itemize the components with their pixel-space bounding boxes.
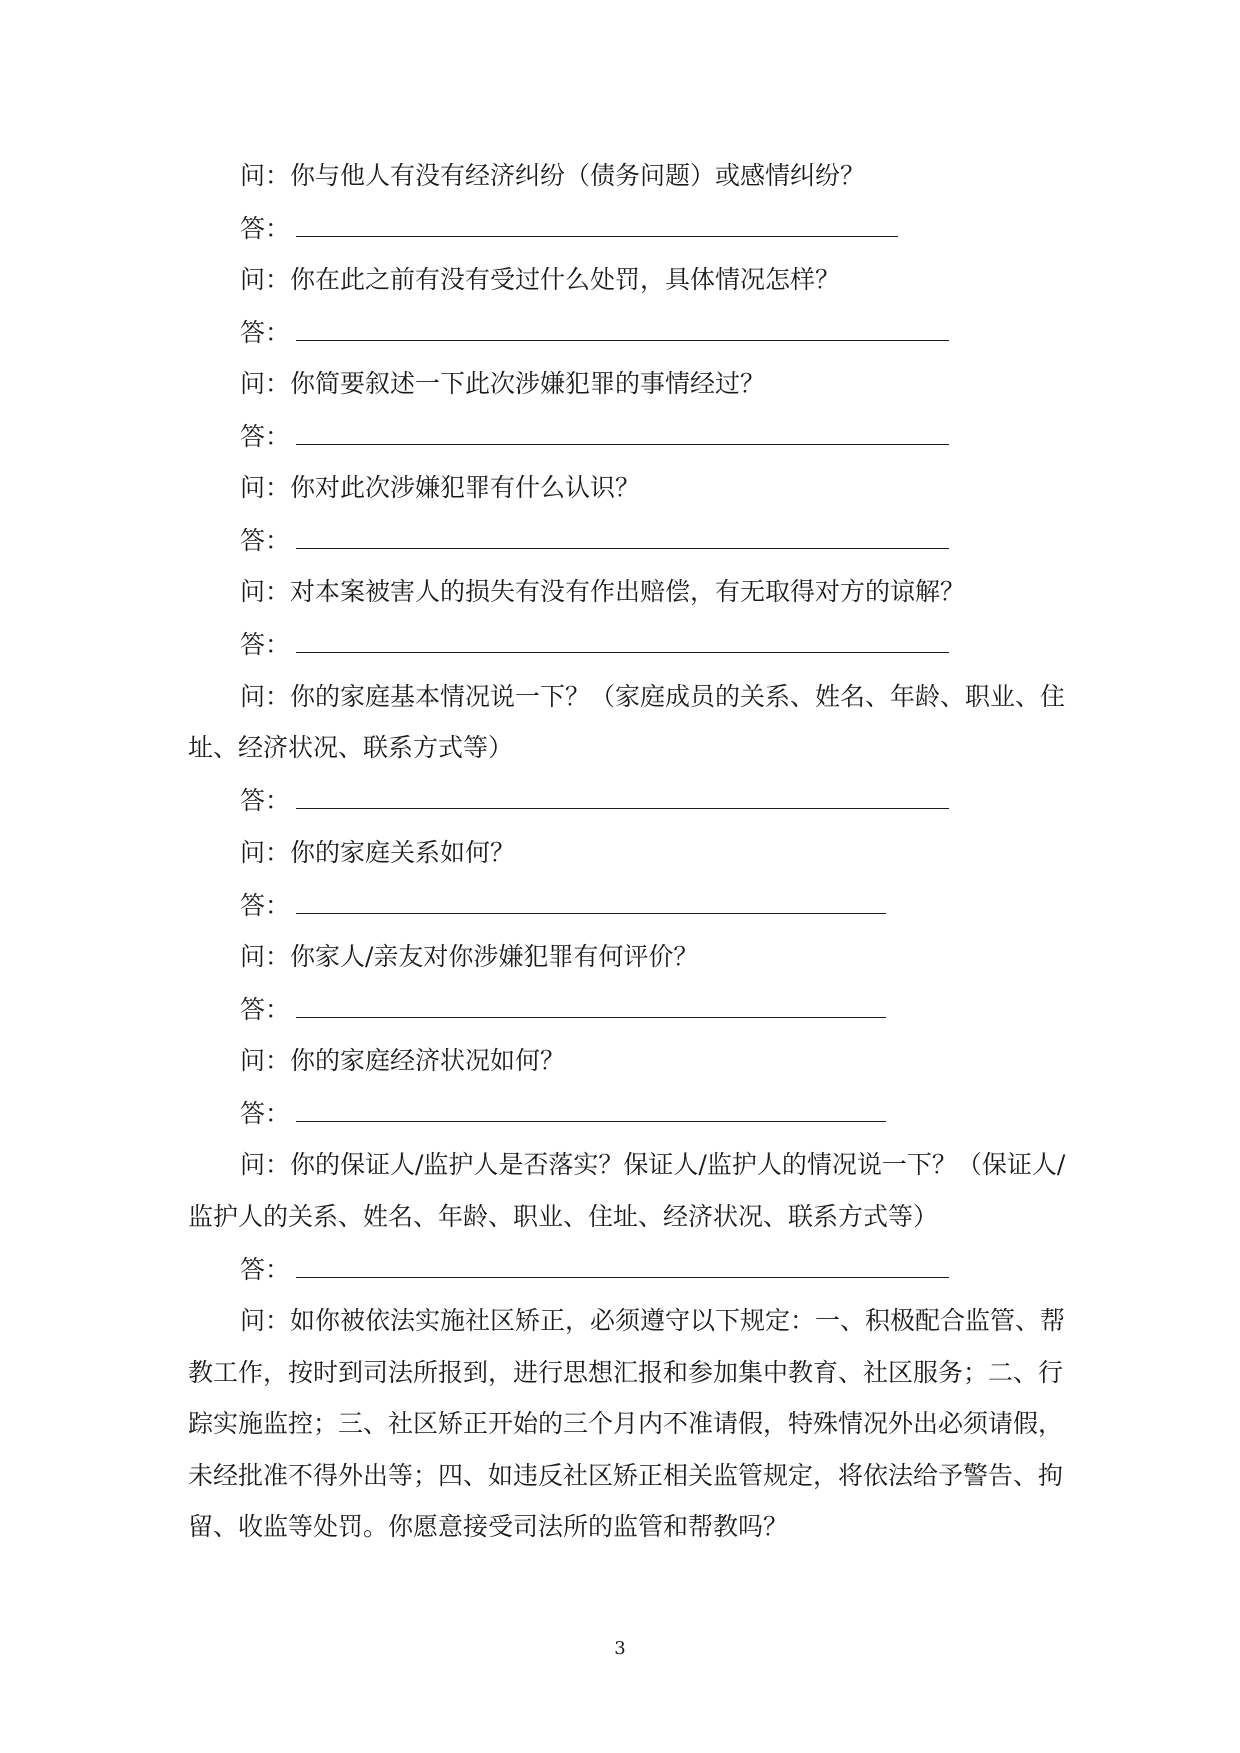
answer-row bbox=[240, 775, 949, 827]
question-line: 教工作，按时到司法所报到，进行思想汇报和参加集中教育、社区服务；二、行 bbox=[188, 1358, 1064, 1387]
answer-row bbox=[240, 1244, 949, 1296]
answer-blank-line[interactable] bbox=[296, 524, 949, 549]
answer-label: 答： bbox=[240, 786, 291, 815]
answer-label: 答： bbox=[240, 891, 291, 920]
question-line: 问：你与他人有没有经济纠纷（债务问题）或感情纠纷？ bbox=[240, 161, 866, 190]
answer-row bbox=[240, 880, 886, 932]
question-line: 问：如你被依法实施社区矫正，必须遵守以下规定：一、积极配合监管、帮 bbox=[240, 1306, 1066, 1335]
answer-blank-line[interactable] bbox=[296, 784, 949, 809]
answer-blank-line[interactable] bbox=[296, 420, 949, 445]
question-line: 踪实施监控；三、社区矫正开始的三个月内不准请假，特殊情况外出必须请假， bbox=[188, 1409, 1064, 1438]
question-line: 留、收监等处罚。你愿意接受司法所的监管和帮教吗？ bbox=[188, 1512, 789, 1541]
answer-label: 答： bbox=[240, 526, 291, 555]
question-line: 问：你简要叙述一下此次涉嫌犯罪的事情经过？ bbox=[240, 369, 766, 398]
answer-row bbox=[240, 307, 949, 359]
answer-row bbox=[240, 515, 949, 567]
answer-row bbox=[240, 1088, 886, 1140]
answer-blank-line[interactable] bbox=[296, 1097, 886, 1122]
answer-blank-line[interactable] bbox=[296, 1253, 949, 1278]
question-line: 问：对本案被害人的损失有没有作出赔偿，有无取得对方的谅解？ bbox=[240, 577, 966, 606]
answer-label: 答： bbox=[240, 422, 291, 451]
question-line: 问：你的家庭经济状况如何？ bbox=[240, 1046, 566, 1075]
question-line: 问：你的家庭关系如何？ bbox=[240, 838, 516, 867]
question-line: 问：你家人/亲友对你涉嫌犯罪有何评价？ bbox=[240, 942, 699, 971]
question-line: 问：你的保证人/监护人是否落实？保证人/监护人的情况说一下？（保证人/ bbox=[240, 1150, 1066, 1179]
question-line: 未经批准不得外出等；四、如违反社区矫正相关监管规定，将依法给予警告、拘 bbox=[188, 1461, 1064, 1490]
answer-label: 答： bbox=[240, 1255, 291, 1284]
answer-blank-line[interactable] bbox=[296, 993, 886, 1018]
question-line: 监护人的关系、姓名、年龄、职业、住址、经济状况、联系方式等） bbox=[188, 1202, 939, 1231]
answer-label: 答： bbox=[240, 630, 291, 659]
answer-label: 答： bbox=[240, 214, 291, 243]
question-line: 问：你的家庭基本情况说一下？（家庭成员的关系、姓名、年龄、职业、住 bbox=[240, 682, 1066, 711]
answer-blank-line[interactable] bbox=[296, 889, 886, 914]
page-number: 3 bbox=[614, 1638, 626, 1659]
answer-blank-line[interactable] bbox=[296, 628, 949, 653]
answer-blank-line[interactable] bbox=[296, 212, 898, 237]
answer-label: 答： bbox=[240, 995, 291, 1024]
question-line: 问：你在此之前有没有受过什么处罚，具体情况怎样？ bbox=[240, 265, 841, 294]
answer-blank-line[interactable] bbox=[296, 316, 949, 341]
answer-row bbox=[240, 619, 949, 671]
question-line: 址、经济状况、联系方式等） bbox=[188, 733, 514, 762]
answer-row bbox=[240, 984, 886, 1036]
answer-label: 答： bbox=[240, 318, 291, 347]
answer-label: 答： bbox=[240, 1099, 291, 1128]
question-line: 问：你对此次涉嫌犯罪有什么认识？ bbox=[240, 473, 641, 502]
answer-row bbox=[240, 203, 898, 255]
answer-row bbox=[240, 411, 949, 463]
